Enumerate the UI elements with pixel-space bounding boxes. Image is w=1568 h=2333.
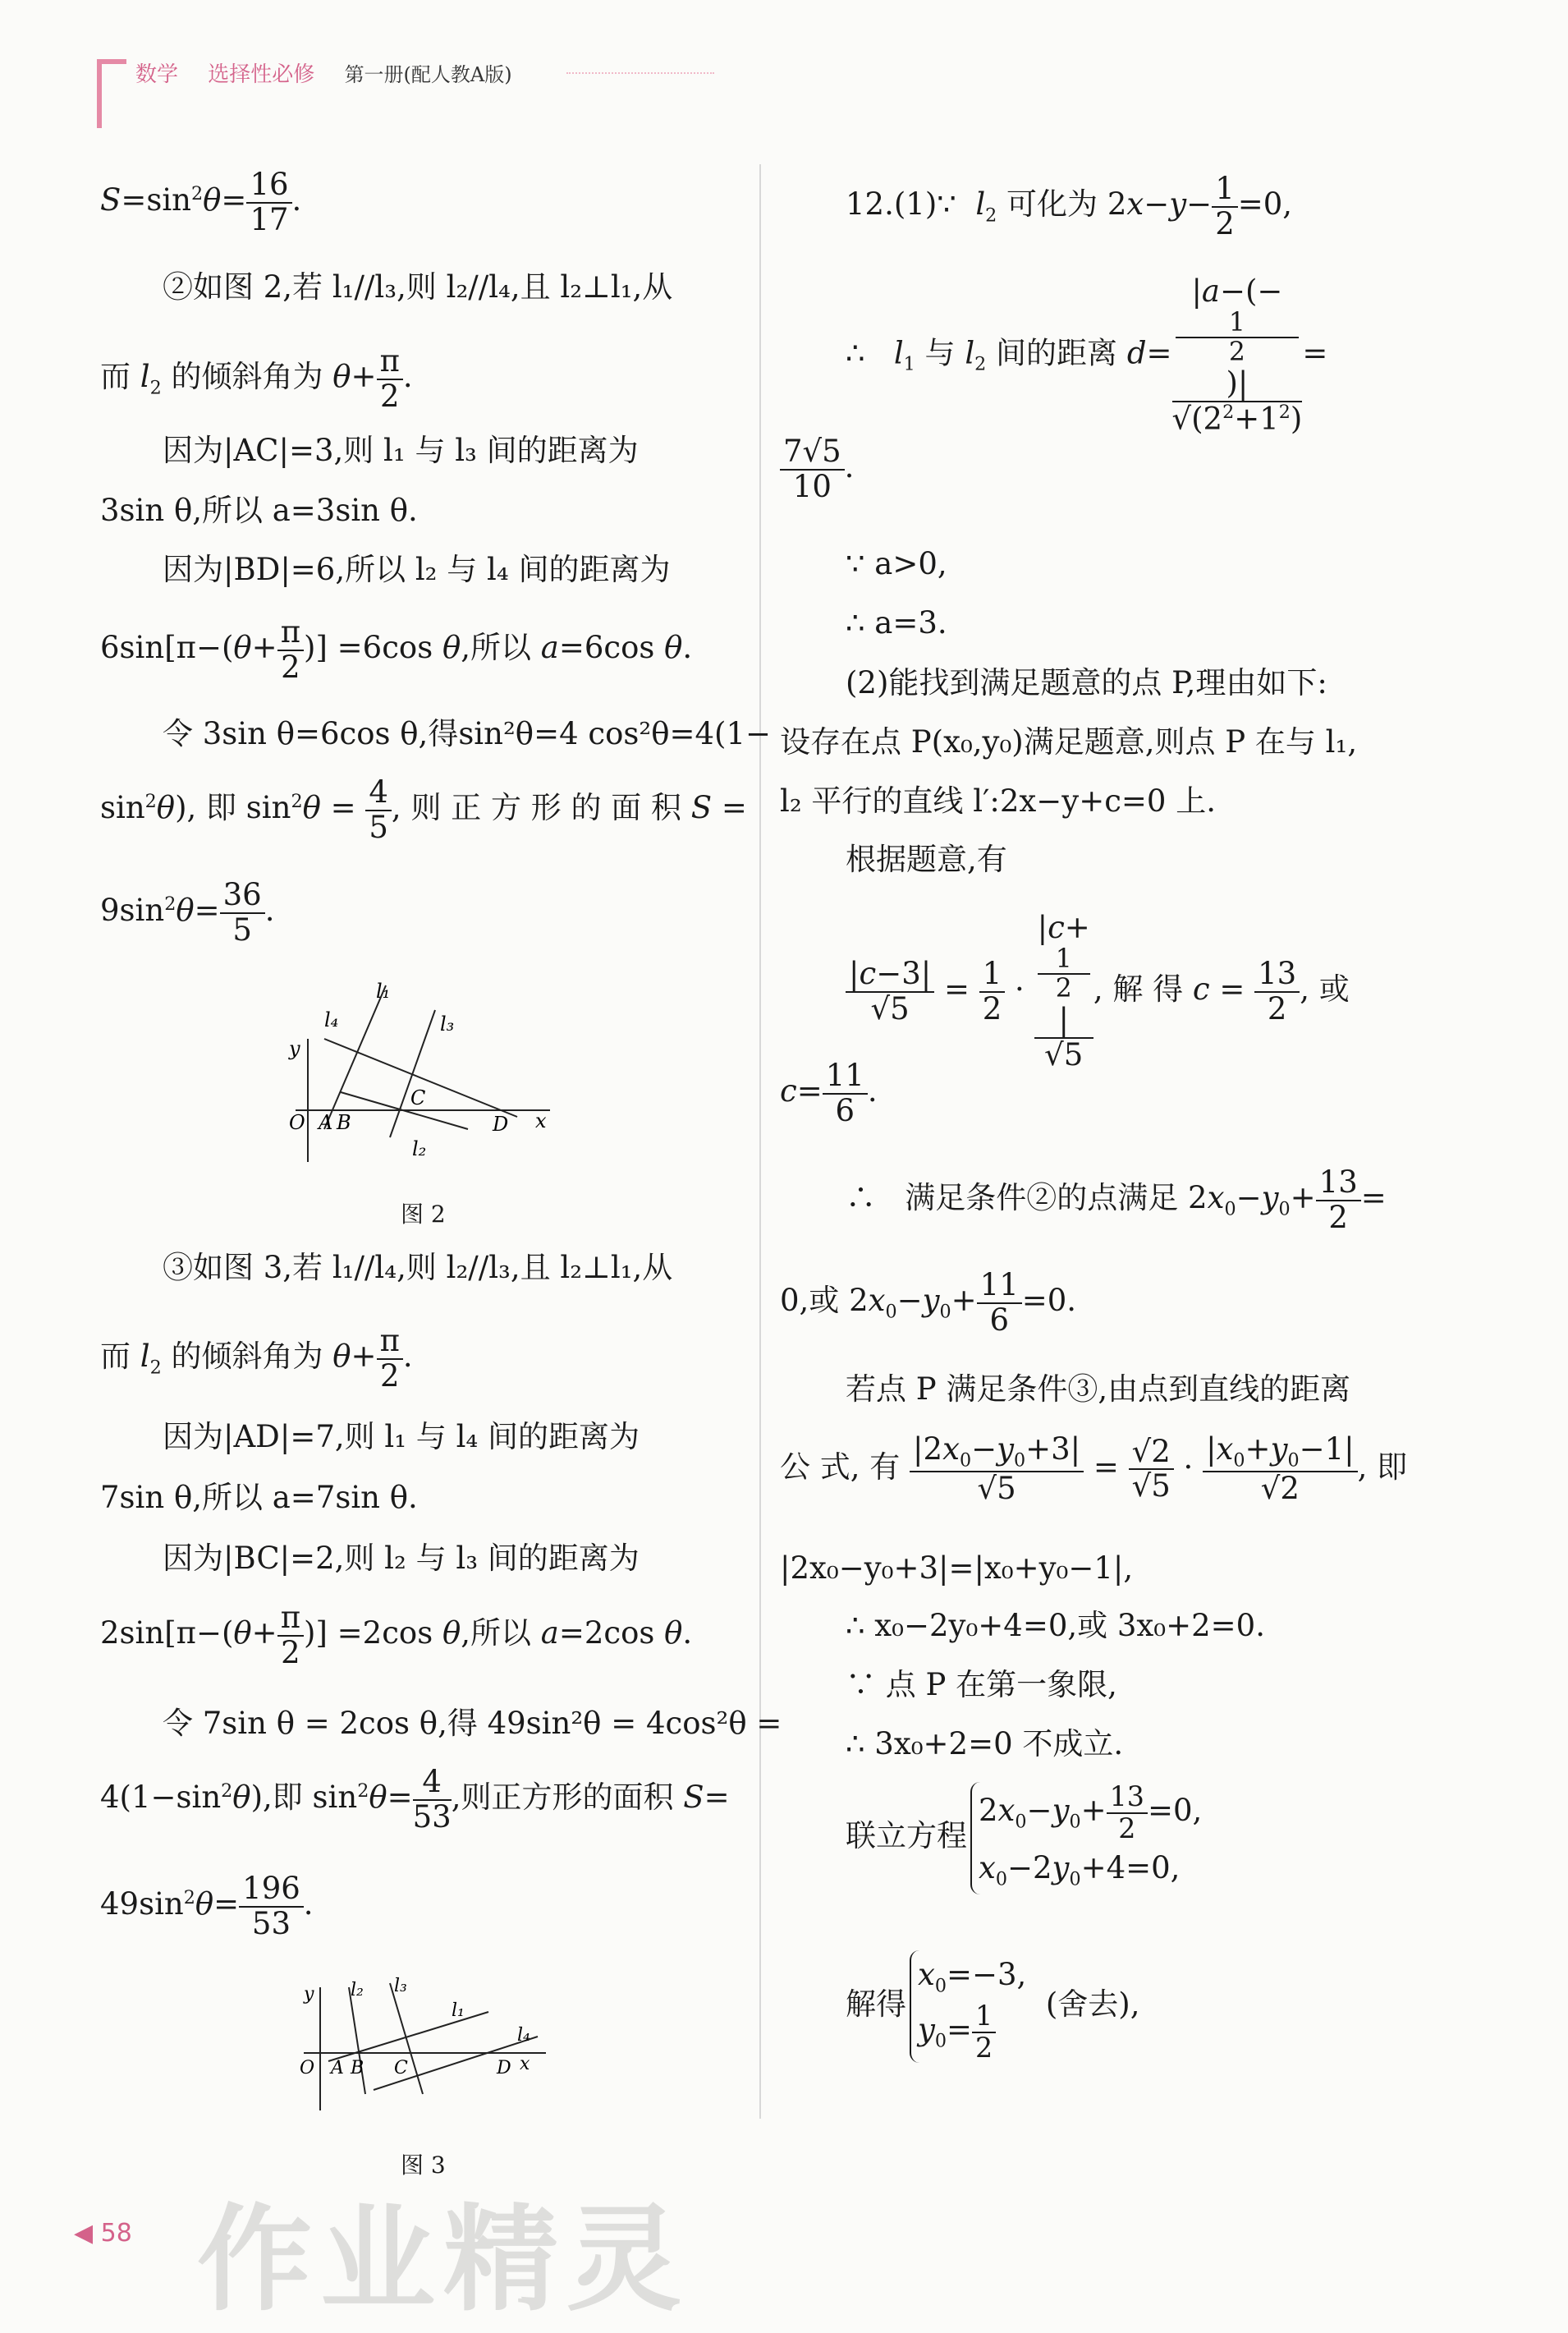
page-number-value: 58	[100, 2219, 132, 2248]
formula-line: $\frac{|c-3|}{√5}$ = $\frac{1}{2}$ · |c+ 1 2 | √5 , 解 得 c = $\frac{13}{2}$ , 或	[846, 912, 1350, 1072]
text-line: l₂ 平行的直线 l′:2x−y+c=0 上.	[780, 783, 1216, 819]
header-accent-bar	[97, 59, 102, 128]
formula-line: $9\sin^2\theta=$ $\frac{36}{5}$ .	[100, 877, 275, 948]
header-volume: 第一册(配人教A版)	[344, 63, 512, 86]
figure-3-caption: 图 3	[401, 2152, 446, 2179]
figure-2	[279, 973, 558, 1162]
svg-text:l₃: l₃	[440, 1013, 455, 1036]
svg-text:l₂: l₂	[351, 1980, 364, 2000]
text-line: ∴ a=3.	[846, 605, 947, 641]
text-line: 设存在点 P(x₀,y₀)满足题意,则点 P 在与 l₁,	[780, 724, 1358, 760]
formula-line: ∴ 满足条件②的点满足 $2x_0-y_0+$ $\frac{13}{2}$ =	[846, 1164, 1387, 1235]
text-line: 因为|AD|=7,则 l₁ 与 l₄ 间的距离为	[163, 1419, 640, 1454]
equation-system: 联立方程$2x_0-y_0+$ $\frac{13}{2}$ =0, $x_0-2y_0+4=0$,	[846, 1782, 1202, 1894]
text-line: |2x₀−y₀+3|=|x₀+y₀−1|,	[780, 1550, 1134, 1586]
svg-text:B: B	[337, 1111, 351, 1134]
svg-text:l₃: l₃	[394, 1976, 407, 1996]
svg-text:B: B	[351, 2058, 364, 2078]
svg-text:A: A	[331, 2058, 344, 2078]
svg-text:l₄: l₄	[517, 2025, 530, 2046]
svg-text:C: C	[410, 1086, 426, 1109]
text-line: 因为|BC|=2,则 l₂ 与 l₃ 间的距离为	[163, 1541, 640, 1576]
text-line: ∴ x₀−2y₀+4=0,或 3x₀+2=0.	[846, 1608, 1265, 1643]
text-line: (2)能找到满足题意的点 P,理由如下:	[846, 665, 1327, 700]
header-rule	[566, 72, 714, 74]
running-header	[135, 57, 512, 88]
text-line: 而 $l_2$ 的倾斜角为 θ+ $\frac{\pi}{2}$ .	[100, 343, 413, 414]
watermark-logo: 作业精灵	[197, 2193, 690, 2327]
text-line: 令 7sin θ = 2cos θ,得 49sin²θ = 4cos²θ =	[163, 1706, 782, 1741]
formula-line: $4(1-\sin^2\theta)$,即 $\sin^2\theta=$ $\frac{4}{53}$ ,则正方形的面积 S=	[100, 1764, 730, 1835]
svg-text:O: O	[300, 2058, 315, 2078]
svg-text:C: C	[394, 2058, 408, 2078]
figure-2-caption: 图 2	[401, 1201, 446, 1228]
formula-line: c= $\frac{11}{6}$ .	[780, 1058, 878, 1128]
text-line: 3sin θ,所以 a=3sin θ.	[100, 493, 418, 528]
svg-text:x: x	[520, 2054, 530, 2074]
formula-line: $\sin^2\theta$), 即 $\sin^2\theta$ = $\frac{4}{5}$ , 则 正 方 形 的 面 积 S =	[100, 774, 747, 845]
text-line: 因为|AC|=3,则 l₁ 与 l₃ 间的距离为	[163, 433, 639, 468]
text-line: 根据题意,有	[846, 842, 1007, 877]
svg-text:O: O	[289, 1111, 305, 1134]
text-line: 因为|BD|=6,所以 l₂ 与 l₄ 间的距离为	[163, 552, 671, 587]
formula-line: $\frac{7√5}{10}$ .	[780, 435, 854, 503]
page-number: ◀ 58	[74, 2219, 132, 2248]
text-line: ③如图 3,若 l₁//l₄,则 l₂//l₃,且 l₂⊥l₁,从	[163, 1250, 673, 1285]
svg-text:l₄: l₄	[324, 1008, 339, 1031]
formula-line: 2sin[π−(θ+ $\frac{\pi}{2}$ )] =2cos θ,所以 a=2cos θ.	[100, 1600, 693, 1670]
formula-line: $S=\sin^2\theta=$ $\frac{16}{17}$ .	[100, 167, 302, 237]
figure-3	[291, 1971, 554, 2110]
text-line: 若点 P 满足条件③,由点到直线的距离	[846, 1371, 1351, 1407]
text-line: 而 $l_2$ 的倾斜角为 θ+ $\frac{\pi}{2}$ .	[100, 1323, 413, 1394]
svg-text:l₂: l₂	[412, 1137, 427, 1160]
solution-system: 解得$x_0=-3$, $y_0=$ $\frac{1}{2}$ (舍去),	[846, 1950, 1139, 2063]
svg-text:y: y	[289, 1037, 300, 1060]
svg-text:l₁: l₁	[376, 980, 391, 1003]
formula-line: $49\sin^2\theta=$ $\frac{196}{53}$ .	[100, 1871, 314, 1941]
text-line: ∵ 点 P 在第一象限,	[846, 1667, 1117, 1702]
formula-line: 12.(1)∵ $l_2$ 可化为 2x−y− $\frac{1}{2}$ =0,	[846, 171, 1293, 241]
svg-text:A: A	[319, 1111, 333, 1134]
text-line: ∴ 3x₀+2=0 不成立.	[846, 1726, 1124, 1761]
header-book: 选择性必修	[208, 62, 315, 87]
header-subject: 数学	[135, 62, 179, 87]
formula-line: 6sin[π−(θ+ $\frac{\pi}{2}$ )] =6cos θ,所以 a=6cos θ.	[100, 614, 693, 685]
formula-line: 0,或 $2x_0-y_0+$ $\frac{11}{6}$ =0.	[780, 1267, 1077, 1338]
formula-line: ∴ $l_1$ 与 $l_2$ 间的距离 d= |a−(− 1 2 )| $√(2^2+1^2)$ =	[846, 273, 1328, 436]
formula-line: 公 式, 有 $\frac{|2x_0-y_0+3|}{√5}$ = $\frac{√2}{√5}$ · $\frac{|x_0+y_0-1|}{√2}$ , 即	[780, 1431, 1408, 1506]
text-line: ②如图 2,若 l₁//l₃,则 l₂//l₄,且 l₂⊥l₁,从	[163, 269, 673, 305]
text-line: 7sin θ,所以 a=7sin θ.	[100, 1480, 418, 1515]
svg-text:x: x	[535, 1109, 547, 1132]
svg-text:D: D	[497, 2058, 511, 2078]
text-line: ∵ a>0,	[846, 546, 947, 581]
svg-text:l₁: l₁	[452, 2000, 465, 2021]
svg-text:y: y	[304, 1984, 314, 2005]
column-divider	[759, 164, 761, 2119]
svg-text:D: D	[493, 1113, 509, 1136]
text-line: 令 3sin θ=6cos θ,得sin²θ=4 cos²θ=4(1−	[163, 716, 771, 751]
